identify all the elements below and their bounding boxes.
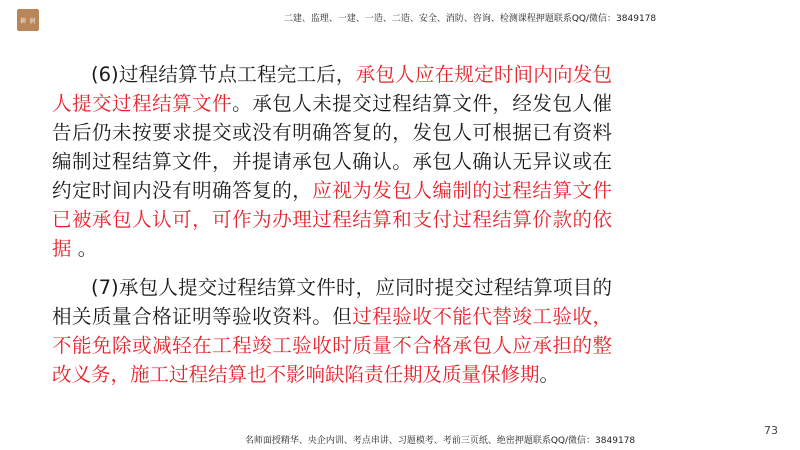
logo: 耕 润 bbox=[17, 9, 39, 31]
text-segment: 。 bbox=[539, 363, 560, 386]
paragraph-7 bbox=[52, 273, 612, 389]
text-segment: 。承包人未提交过程结算文件，经发包人催告后仍未按要求提交或没有明确答复的，发包人可根据已有资料编制过程结算文件，并提请承包人确认。承包人确认无异议或在约定时间内没有明确答复的， bbox=[52, 92, 612, 202]
text-segment-highlight: 承包人应在规定时间内向发包人提交过程结算文件 bbox=[52, 63, 612, 115]
paragraph-6 bbox=[52, 60, 612, 263]
page-number: 73 bbox=[764, 424, 778, 437]
text-segment: 。 bbox=[71, 237, 98, 260]
text-segment: (7)承包人提交过程结算文件时，应同时提交过程结算项目的相关质量合格证明等验收资料。但 bbox=[52, 276, 612, 328]
text-segment: (6)过程结算节点工程完工后， bbox=[91, 63, 356, 86]
footer-contact-line: 名师面授精华、央企内训、考点串讲、习题模考、考前三页纸、绝密押题联系QQ/微信：3849178 bbox=[244, 436, 636, 446]
text-segment-highlight: 应视为发包人编制的过程结算文件已被承包人认可，可作为办理过程结算和支付过程结算价款的依据 bbox=[52, 179, 612, 260]
text-segment-highlight: 过程验收不能代替竣工验收，不能免除或减轻在工程竣工验收时质量不合格承包人应承担的整改义务，施工过程结算也不影响缺陷责任期及质量保修期 bbox=[52, 305, 612, 386]
header-contact-line: 二建、监理、一建、一造、二造、安全、消防、咨询、检测课程押题联系QQ/微信：3849178 bbox=[283, 14, 657, 24]
main-content bbox=[52, 60, 612, 399]
